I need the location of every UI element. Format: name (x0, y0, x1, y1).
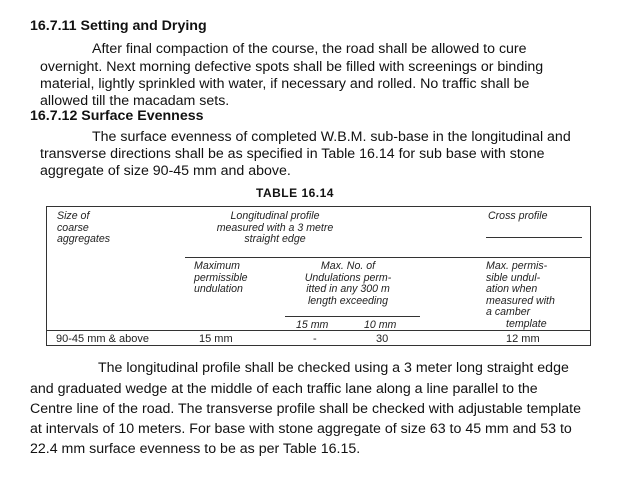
section-heading-setting-drying: 16.7.11 Setting and Drying (30, 18, 207, 34)
section-2-line-2: transverse directions shall be as specified in Table 16.14 for sub base with stone (40, 146, 545, 162)
max-undulation-header: Maximum permissible undulation (194, 260, 248, 295)
cell-cross: 12 mm (506, 333, 540, 345)
section-1-line-4: allowed till the macadam sets. (40, 93, 230, 109)
paragraph-line-2: and graduated wedge at the middle of each traffic lane along a line parallel to the (30, 381, 538, 397)
sub-header-15mm: 15 mm (296, 319, 329, 331)
section-1-line-2: overnight. Next morning defective spots shall be filled with screenings or binding (40, 59, 544, 75)
paragraph-line-5: 22.4 mm surface evenness to be as per Table 16.15. (30, 441, 361, 457)
section-2-line-3: aggregate of size 90-45 mm and above. (40, 163, 291, 179)
cell-count-15: - (313, 333, 317, 345)
table-bottom-rule (46, 345, 591, 346)
section-heading-surface-evenness: 16.7.12 Surface Evenness (30, 108, 204, 124)
table-sub-rule (285, 316, 420, 317)
cross-profile-underline (486, 237, 582, 238)
cell-count-10: 30 (376, 333, 389, 345)
sub-header-10mm: 10 mm (364, 319, 397, 331)
size-of-header: Size of coarse aggregates (57, 210, 111, 245)
table-top-rule (46, 206, 591, 207)
longitudinal-profile-header: Longitudinal profile measured with a 3 metre straight edge (216, 210, 334, 245)
paragraph-line-3: Centre line of the road. The transverse profile shall be checked with adjustable template (30, 401, 581, 417)
max-no-undulations-header: Max. No. of Undulations perm- itted in any 300 m length exceeding (304, 260, 392, 307)
cell-max-undulation: 15 mm (199, 333, 233, 345)
section-1-line-3: material, lightly sprinkled with water, if necessary and rolled. No traffic shall be (40, 76, 530, 92)
cross-profile-subheader: Max. permis- sible undul- ation when measured with a camber template (486, 260, 555, 330)
section-2-line-1: The surface evenness of completed W.B.M. sub-base in the longitudinal and (92, 129, 571, 145)
paragraph-line-1: The longitudinal profile shall be checked using a 3 meter long straight edge (98, 360, 569, 376)
cell-size: 90-45 mm & above (56, 333, 149, 345)
table-left-border (46, 206, 47, 345)
table-title: TABLE 16.14 (256, 186, 334, 200)
table-right-border (590, 206, 591, 345)
paragraph-line-4: at intervals of 10 meters. For base with stone aggregate of size 63 to 45 mm and 53 to (30, 421, 572, 437)
table-mid-rule (185, 257, 590, 258)
cross-profile-header: Cross profile (488, 210, 548, 222)
section-1-line-1: After final compaction of the course, the road shall be allowed to cure (92, 41, 527, 57)
